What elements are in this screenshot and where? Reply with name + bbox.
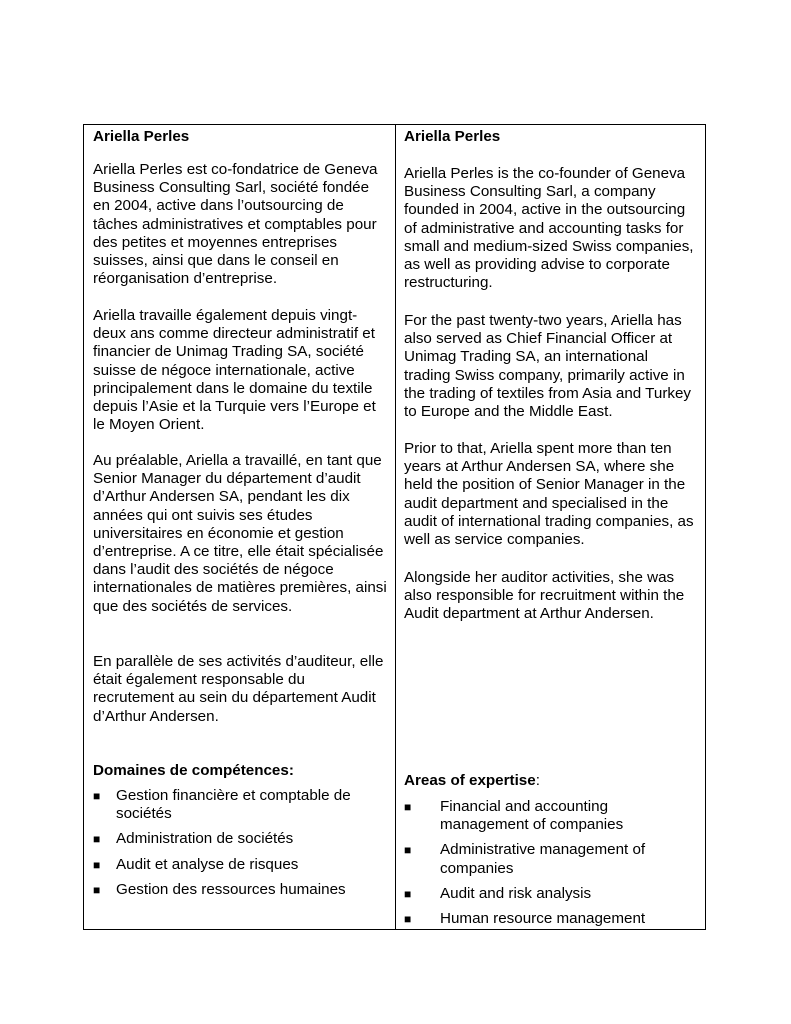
paragraph-en-1: Ariella Perles is the co-founder of Geneva Business Consulting Sarl, a company founded in 2004, active in the outsourcing of administrative and accounting tasks for small and medium-sized Swiss companies, as well as providing advise to corporate restructuring. — [404, 165, 694, 292]
skill-label: Audit et analyse de risques — [116, 855, 299, 873]
list-item — [93, 787, 389, 823]
name-heading-fr: Ariella Perles — [93, 128, 190, 145]
skills-heading-en-colon: : — [535, 772, 540, 789]
name-heading-en: Ariella Perles — [404, 128, 501, 145]
list-item — [404, 910, 696, 928]
list-item — [93, 856, 389, 874]
paragraph-fr-3: Au préalable, Ariella a travaillé, en tant que Senior Manager du département d’audit d’Arthur Andersen SA, pendant les dix années qui ont suivis ses études universitaires en économie et gestion d’entreprise. A ce titre, elle était spécialisée dans l’audit des sociétés de négoce internationales de matières premières, ainsi que des sociétés de services. — [93, 452, 387, 615]
skill-label: Gestion financière et comptable de sociétés — [116, 787, 351, 823]
skills-heading-fr: Domaines de compétences: — [93, 762, 294, 779]
skill-label: Human resource management — [440, 910, 646, 928]
bio-table — [83, 124, 706, 930]
paragraph-fr-1: Ariella Perles est co-fondatrice de Geneva Business Consulting Sarl, société fondée en 2004, active dans l’outsourcing de tâches administratives et comptables pour des petites et moyennes entreprises suisses, ainsi que dans le conseil en réorganisation d’entreprise. — [93, 161, 378, 288]
skill-label: Administration de sociétés — [116, 830, 294, 848]
bullet-icon: ■ — [93, 857, 101, 872]
list-item — [93, 881, 389, 899]
list-item — [404, 841, 696, 877]
skills-heading-en-text: Areas of expertise — [404, 772, 536, 789]
bullet-icon: ■ — [404, 843, 412, 858]
list-item — [404, 885, 696, 903]
skill-label: Financial and accounting management of companies — [440, 798, 624, 834]
column-divider — [395, 125, 396, 929]
list-item — [404, 798, 696, 834]
paragraph-en-2: For the past twenty-two years, Ariella has also served as Chief Financial Officer at Unimag Trading SA, an international trading Swiss company, primarily active in the trading of textiles from Asia and Turkey to Europe and the Middle East. — [404, 312, 692, 421]
skill-label: Audit and risk analysis — [440, 884, 592, 902]
list-item — [93, 830, 389, 848]
skill-label: Gestion des ressources humaines — [116, 880, 346, 898]
paragraph-fr-4: En parallèle de ses activités d’auditeur, elle était également responsable du recrutement au sein du département Audit d’Arthur Andersen. — [93, 653, 384, 725]
bullet-icon: ■ — [93, 832, 101, 847]
bullet-icon: ■ — [404, 912, 412, 927]
bullet-icon: ■ — [93, 882, 101, 897]
skills-list-en — [404, 798, 696, 928]
bullet-icon: ■ — [93, 789, 101, 803]
bullet-icon: ■ — [404, 886, 412, 901]
paragraph-en-3: Prior to that, Ariella spent more than ten years at Arthur Andersen SA, where she held the position of Senior Manager in the audit department and specialised in the audit of international trading companies, as well as service companies. — [404, 440, 694, 549]
skills-heading-en — [404, 772, 540, 790]
skill-label: Administrative management of companies — [440, 841, 646, 877]
bullet-icon: ■ — [404, 800, 412, 814]
paragraph-fr-2: Ariella travaille également depuis vingt-deux ans comme directeur administratif et financier de Unimag Trading SA, société suisse de négoce internationale, active principalement dans le domaine du textile depuis l’Asie et la Turquie vers l’Europe et le Moyen Orient. — [93, 307, 376, 434]
paragraph-en-4: Alongside her auditor activities, she was also responsible for recruitment within the Audit department at Arthur Andersen. — [404, 569, 685, 623]
skills-list-fr — [93, 787, 389, 899]
